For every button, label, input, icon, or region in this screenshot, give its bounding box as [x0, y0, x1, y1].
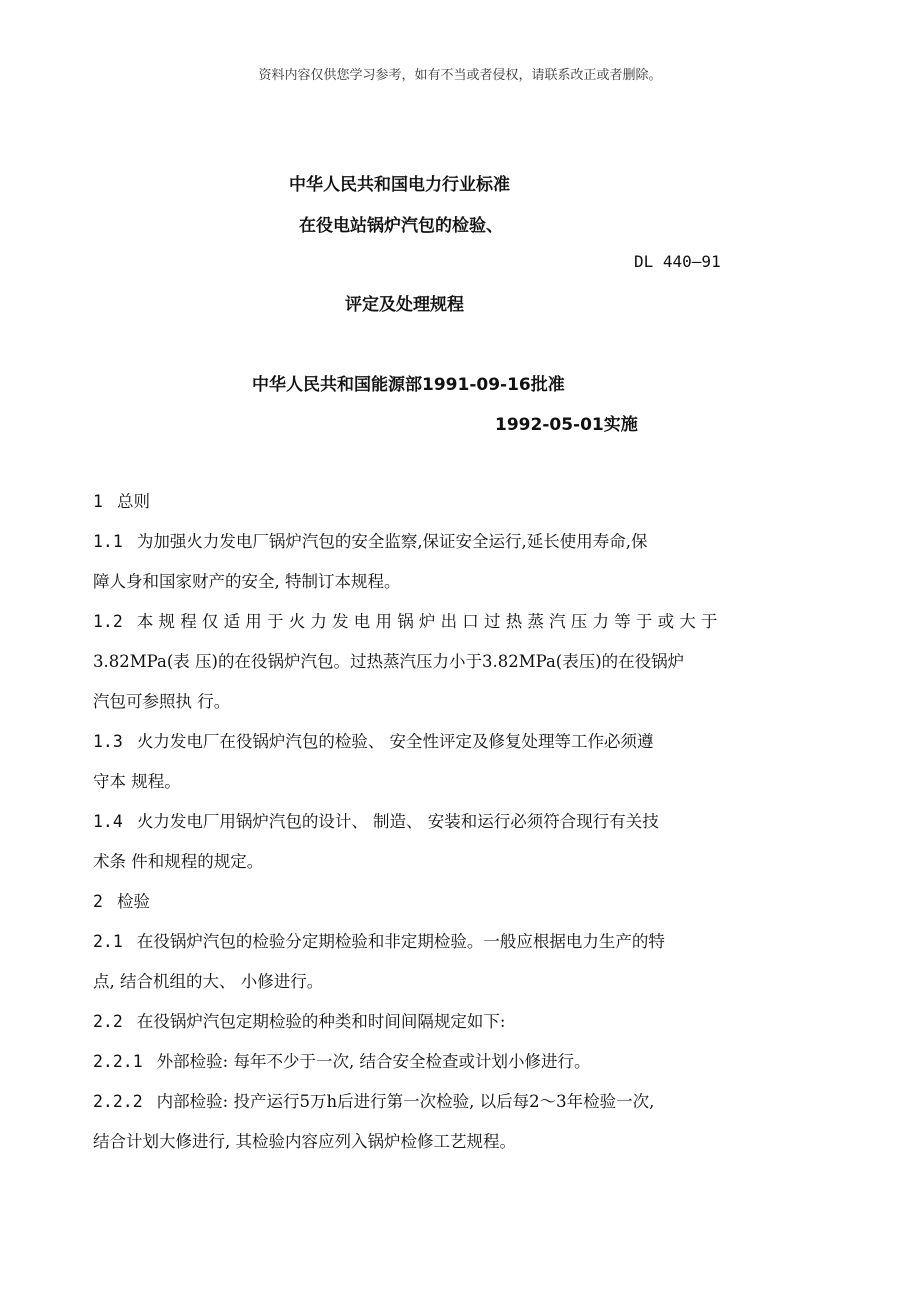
clause-number: 2.2.2 — [93, 1092, 143, 1111]
clause-2-2 — [93, 1002, 733, 1042]
clause-number: 1.4 — [93, 812, 123, 831]
clause-2-2-2 — [93, 1082, 733, 1162]
clause-1-3 — [93, 722, 733, 802]
clause-1-2 — [93, 602, 733, 722]
clause-text-line: 在役锅炉汽包的检验分定期检验和非定期检验。一般应根据电力生产的特 — [136, 932, 665, 951]
section-heading-1 — [93, 482, 733, 522]
clause-number: 1.1 — [93, 532, 123, 551]
clause-text-line: 本规程仅适用于火力发电用锅炉出口过热蒸汽压力等于或大于 — [136, 612, 723, 631]
document-title-line-2: 评定及处理规程 — [345, 295, 464, 315]
clause-text-line: 内部检验: 投产运行5万h后进行第一次检验, 以后每2～3年检验一次, — [156, 1092, 655, 1111]
clause-number: 2.2 — [93, 1012, 123, 1031]
document-title-line-1: 在役电站锅炉汽包的检验、 — [299, 216, 503, 236]
section-number: 1 — [93, 492, 103, 511]
clause-number: 1.3 — [93, 732, 123, 751]
clause-text-line: 为加强火力发电厂锅炉汽包的安全监察,保证安全运行,延长使用寿命,保 — [136, 532, 648, 551]
clause-text-line: 结合计划大修进行, 其检验内容应列入锅炉检修工艺规程。 — [93, 1132, 516, 1151]
clause-text-line: 3.82MPa(表 压)的在役锅炉汽包。过热蒸汽压力小于3.82MPa(表压)的在役锅炉 — [93, 652, 685, 671]
clause-text-line: 外部检验: 每年不少于一次, 结合安全检查或计划小修进行。 — [156, 1052, 591, 1071]
approval-line: 中华人民共和国能源部1991-09-16批准 — [252, 375, 565, 395]
clause-2-2-1 — [93, 1042, 733, 1082]
clause-text-line: 汽包可参照执 行。 — [93, 692, 231, 711]
section-title: 检验 — [116, 892, 150, 911]
section-title: 总则 — [116, 492, 150, 511]
clause-1-1 — [93, 522, 733, 602]
industry-standard-heading: 中华人民共和国电力行业标准 — [289, 175, 510, 195]
clause-text-line: 在役锅炉汽包定期检验的种类和时间间隔规定如下: — [136, 1012, 506, 1031]
clause-number: 2.1 — [93, 932, 123, 951]
disclaimer-text: 资料内容仅供您学习参考，如有不当或者侵权，请联系改正或者删除。 — [258, 68, 662, 83]
section-number: 2 — [93, 892, 103, 911]
clause-2-1 — [93, 922, 733, 1002]
clause-text-line: 火力发电厂在役锅炉汽包的检验、 安全性评定及修复处理等工作必须遵 — [136, 732, 654, 751]
clause-number: 2.2.1 — [93, 1052, 143, 1071]
effective-date: 1992-05-01实施 — [495, 415, 638, 435]
clause-1-4 — [93, 802, 733, 882]
clause-text-line: 火力发电厂用锅炉汽包的设计、 制造、 安装和运行必须符合现行有关技 — [136, 812, 659, 831]
standard-code: DL 440—91 — [634, 252, 721, 271]
clause-text-line: 障人身和国家财产的安全, 特制订本规程。 — [93, 572, 401, 591]
section-heading-2 — [93, 882, 733, 922]
clause-number: 1.2 — [93, 612, 123, 631]
clause-text-line: 点, 结合机组的大、 小修进行。 — [93, 972, 324, 991]
clause-text-line: 守本 规程。 — [93, 772, 181, 791]
clause-text-line: 术条 件和规程的规定。 — [93, 852, 264, 871]
